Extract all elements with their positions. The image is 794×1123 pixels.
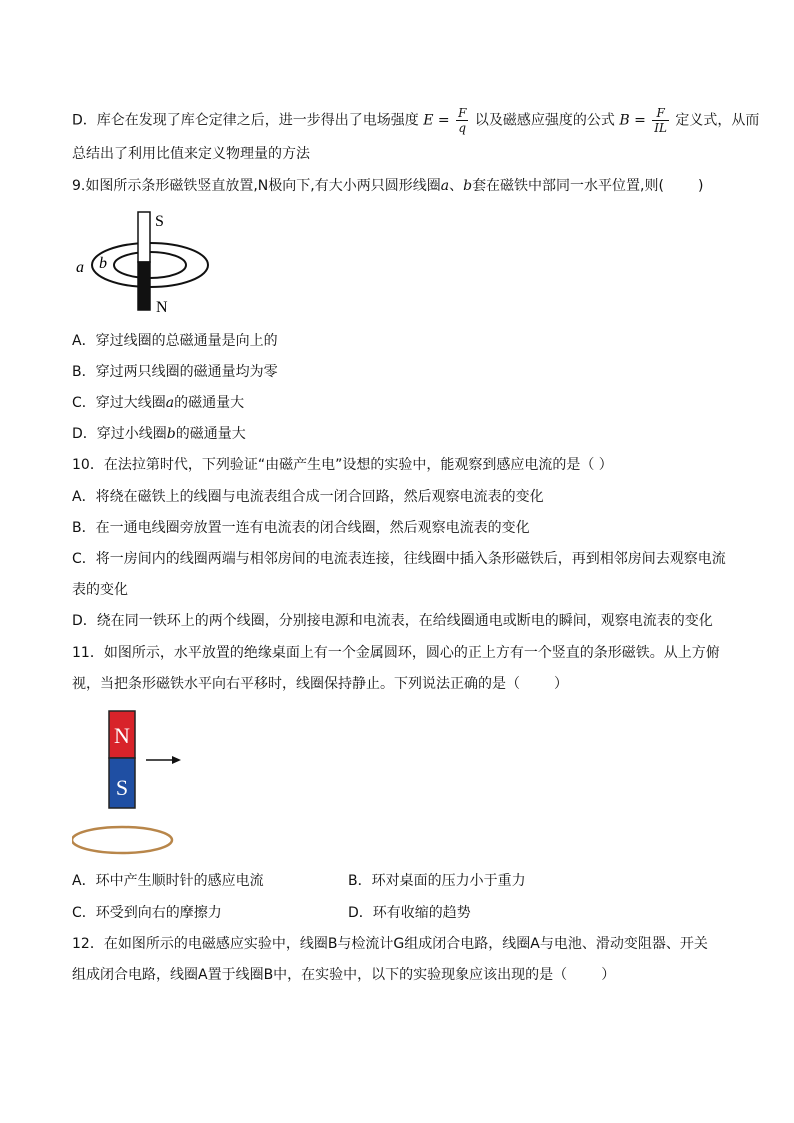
q9-option-d-var: b (166, 426, 176, 442)
q9-option-d (72, 424, 246, 444)
q9-sep: 、 (449, 178, 464, 194)
q9-option-c-pre: C．穿过大线圈 (72, 395, 166, 411)
q8-option-d-suffix: 定义式，从而 (675, 112, 760, 129)
q8-option-d-mid: 以及磁感应强度的公式 (474, 112, 615, 129)
label-a: a (76, 259, 84, 276)
move-right-arrow-icon (172, 756, 181, 764)
q10-option-c-line1: C．将一房间内的线圈两端与相邻房间的电流表连接，往线圈中插入条形磁铁后，再到相邻房间去观察电流 (72, 551, 726, 567)
q9-stem-post: 套在磁铁中部同一水平位置,则( (472, 178, 664, 194)
q9-option-c-post: 的磁通量大 (174, 395, 245, 411)
q11-stem-line2-end: ） (554, 676, 568, 692)
q9-option-d-post: 的磁通量大 (175, 426, 246, 442)
b-formula-numerator: F (652, 106, 669, 121)
q10-option-d: D．绕在同一铁环上的两个线圈，分别接电源和电流表，在给线圈通电或断电的瞬间，观察电流表的变化 (72, 613, 713, 629)
e-formula-fraction (456, 106, 468, 135)
q9-option-b: B．穿过两只线圈的磁通量均为零 (72, 364, 278, 380)
q8-option-d-line1 (72, 106, 759, 135)
q9-option-c-var: a (165, 395, 175, 411)
q12-stem-line2-pre: 组成闭合电路，线圈A置于线圈B中，在实验中，以下的实验现象应该出现的是（ (72, 967, 568, 983)
q9-option-c (72, 393, 244, 413)
label-s: S (155, 213, 164, 230)
q8-option-d-line2: 总结出了利用比值来定义物理量的方法 (72, 146, 310, 162)
q11-magnet-ring-figure (72, 708, 202, 860)
b-formula-lhs: B = (619, 112, 646, 129)
q12-stem-line2 (72, 965, 615, 985)
q12-stem-line1: 12．在如图所示的电磁感应实验中，线圈B与检流计G组成闭合电路，线圈A与电池、滑动变阻器、开关 (72, 936, 708, 952)
q9-var-b: b (463, 178, 473, 194)
q8-option-d-text: D．库仑在发现了库仑定律之后，进一步得出了电场强度 (72, 112, 419, 129)
q11-option-c: C．环受到向右的摩擦力 (72, 905, 222, 921)
magnet-s-pole (138, 212, 150, 262)
q10-option-a: A．将绕在磁铁上的线圈与电流表组合成一闭合回路，然后观察电流表的变化 (72, 489, 544, 505)
q11-option-b: B．环对桌面的压力小于重力 (348, 873, 526, 889)
e-formula-numerator: F (458, 106, 467, 120)
e-formula-lhs: E = (423, 112, 450, 129)
b-formula-fraction (652, 106, 669, 135)
q12-stem-line2-end: ） (601, 967, 616, 983)
b-formula-denominator: IL (654, 121, 667, 135)
label-b: b (99, 255, 107, 272)
q9-stem (72, 176, 703, 196)
q11-option-d: D．环有收缩的趋势 (348, 905, 471, 921)
q9-stem-pre: 9.如图所示条形磁铁竖直放置,N极向下,有大小两只圆形线圈 (72, 178, 441, 194)
q11-stem-line2 (72, 674, 568, 694)
magnet-label-n: N (114, 723, 130, 748)
magnet-n-pole (138, 262, 150, 310)
q9-var-a: a (440, 178, 450, 194)
q9-stem-end: ) (697, 178, 704, 194)
q9-option-a: A．穿过线圈的总磁通量是向上的 (72, 333, 278, 349)
q9-magnet-coil-figure (72, 208, 222, 318)
q10-option-b: B．在一通电线圈旁放置一连有电流表的闭合线圈，然后观察电流表的变化 (72, 520, 530, 536)
q11-stem-line2-pre: 视，当把条形磁铁水平向右平移时，线圈保持静止。下列说法正确的是（ (72, 676, 520, 692)
magnet-label-s: S (115, 775, 129, 800)
label-n: N (156, 299, 168, 316)
metal-ring (72, 827, 172, 853)
q11-option-a: A．环中产生顺时针的感应电流 (72, 873, 264, 889)
q9-option-d-pre: D．穿过小线圈 (72, 426, 167, 442)
q11-stem-line1: 11．如图所示，水平放置的绝缘桌面上有一个金属圆环，圆心的正上方有一个竖直的条形磁铁。从上方俯 (72, 645, 720, 661)
q10-stem: 10．在法拉第时代，下列验证“由磁产生电”设想的实验中，能观察到感应电流的是（ ） (72, 457, 613, 473)
q10-option-c-line2: 表的变化 (72, 582, 128, 598)
e-formula-denominator: q (458, 121, 467, 135)
